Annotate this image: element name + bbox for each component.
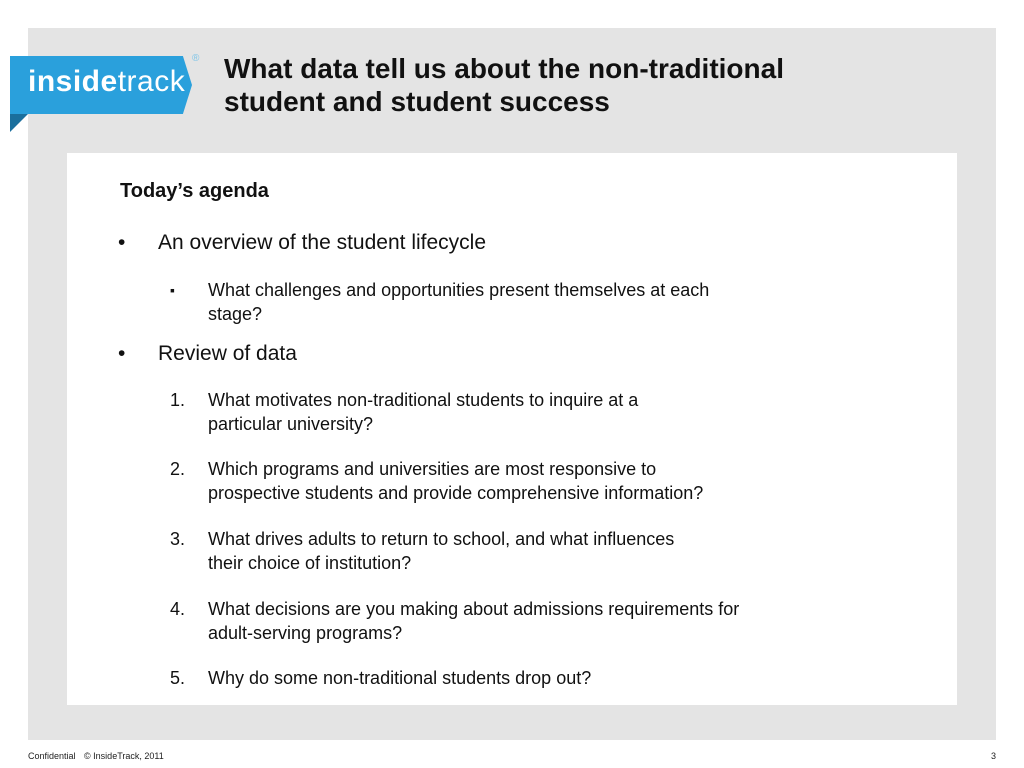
sub-bullet-text: What challenges and opportunities present themselves at each stage? xyxy=(208,280,710,324)
slide-title: What data tell us about the non-traditional student and student success xyxy=(224,53,784,117)
item-text: Why do some non-traditional students drop out? xyxy=(208,668,592,688)
logo-fold-shape xyxy=(10,114,28,132)
item-text: What drives adults to return to school, and what influences their choice of institution? xyxy=(208,529,675,573)
item-number: 5. xyxy=(170,668,186,688)
bullet-marker: • xyxy=(118,231,126,254)
item-text: Which programs and universities are most responsive to prospective students and provide comprehensive information? xyxy=(208,459,704,503)
confidential-label: Confidential xyxy=(28,751,76,761)
item-number: 4. xyxy=(170,599,186,619)
item-number: 3. xyxy=(170,529,186,549)
item-number: 2. xyxy=(170,459,186,479)
page-number: 3 xyxy=(990,751,996,761)
square-bullet-marker: ▪ xyxy=(170,282,175,298)
copyright-label: © InsideTrack, 2011 xyxy=(84,751,164,761)
footer-left xyxy=(28,751,170,761)
item-number: 1. xyxy=(170,390,186,410)
item-text: What decisions are you making about admissions requirements for adult-serving programs? xyxy=(208,599,740,643)
bullet-marker: • xyxy=(118,342,126,365)
bullet-text: Review of data xyxy=(158,342,297,365)
logo-text: insidetrack xyxy=(28,65,186,98)
bullet-text: An overview of the student lifecycle xyxy=(158,231,487,254)
item-text: What motivates non-traditional students to inquire at a particular university? xyxy=(208,390,639,434)
registered-mark: ® xyxy=(192,53,200,64)
agenda-heading: Today’s agenda xyxy=(120,180,269,202)
